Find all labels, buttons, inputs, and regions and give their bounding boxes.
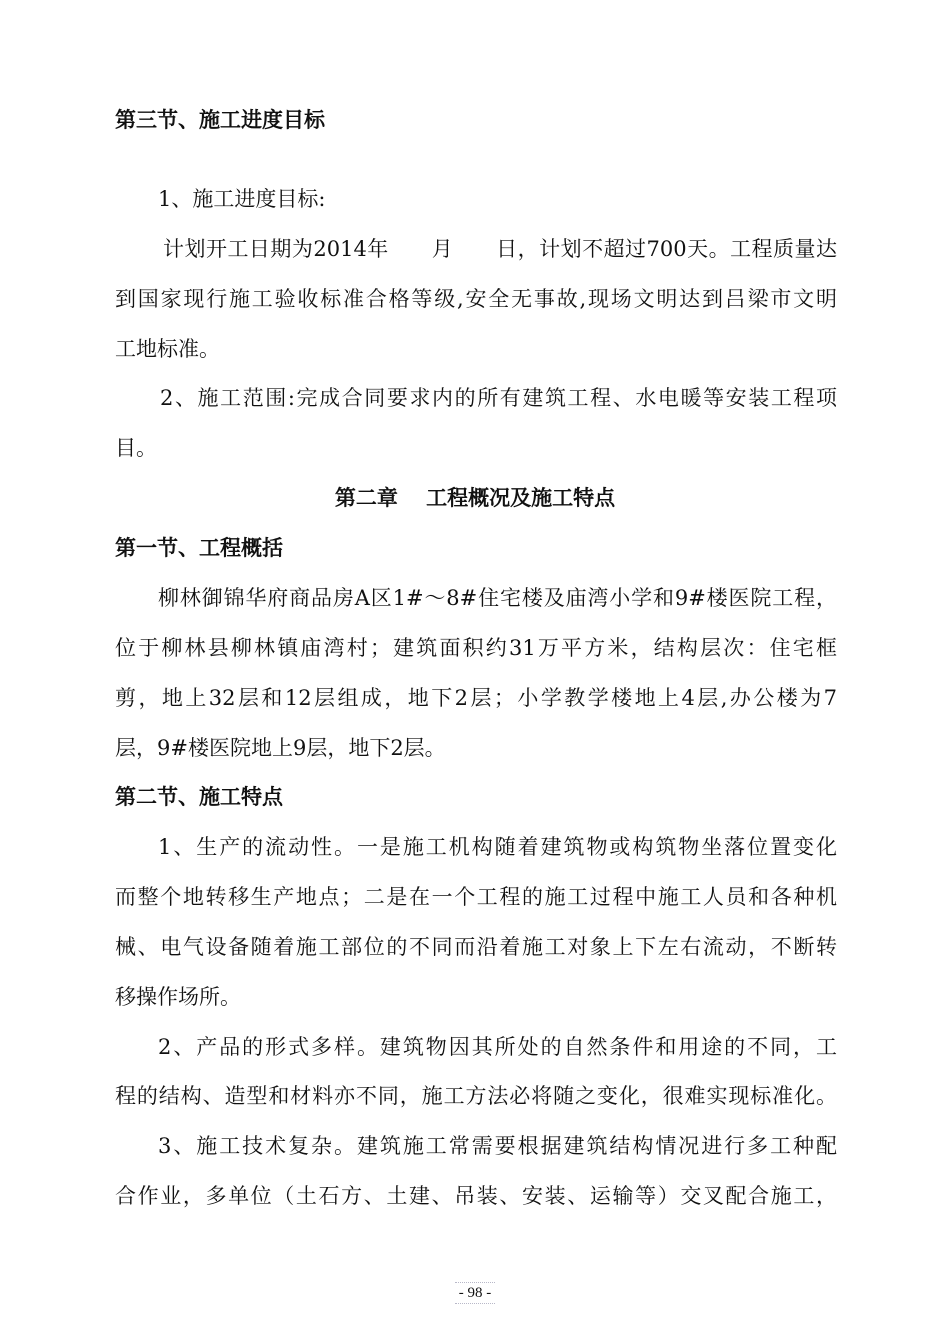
item1-body-line-3: 工地标准。 xyxy=(115,337,220,361)
item1-body-line-1: 计划开工日期为2014年 月 日，计划不超过700天。工程质量达 xyxy=(163,237,837,261)
item2-body-line-1: 2、施工范围:完成合同要求内的所有建筑工程、水电暖等安装工程项 xyxy=(160,386,837,410)
section1-body-line-3: 剪，地上32层和12层组成，地下2层；小学教学楼地上4层,办公楼为7 xyxy=(115,686,837,710)
section1-heading: 第一节、工程概括 xyxy=(115,536,283,560)
page-number-label: - 98 - xyxy=(455,1282,496,1304)
feature3-line-2: 合作业，多单位（土石方、土建、吊装、安装、运输等）交叉配合施工， xyxy=(115,1184,837,1208)
section1-body-line-4: 层，9#楼医院地上9层，地下2层。 xyxy=(115,736,446,760)
feature2-line-1: 2、产品的形式多样。建筑物因其所处的自然条件和用途的不同，工 xyxy=(158,1035,837,1059)
section1-body-line-2: 位于柳林县柳林镇庙湾村；建筑面积约31万平方米，结构层次：住宅框 xyxy=(115,636,837,660)
feature1-line-3: 械、电气设备随着施工部位的不同而沿着施工对象上下左右流动，不断转 xyxy=(115,935,837,959)
feature2-line-2: 程的结构、造型和材料亦不同，施工方法必将随之变化，很难实现标准化。 xyxy=(115,1084,837,1108)
feature1-line-1: 1、生产的流动性。一是施工机构随着建筑物或构筑物坐落位置变化 xyxy=(158,835,837,859)
item1-body-line-2: 到国家现行施工验收标准合格等级,安全无事故,现场文明达到吕梁市文明 xyxy=(115,287,837,311)
feature1-line-2: 而整个地转移生产地点；二是在一个工程的施工过程中施工人员和各种机 xyxy=(115,885,837,909)
item2-body-line-2: 目。 xyxy=(115,436,157,460)
feature1-line-4: 移操作场所。 xyxy=(115,985,241,1009)
section2-heading: 第二节、施工特点 xyxy=(115,785,283,809)
page-number xyxy=(0,1282,950,1304)
chapter2-title: 第二章 工程概况及施工特点 xyxy=(334,486,616,510)
section3-heading: 第三节、施工进度目标 xyxy=(115,108,325,132)
feature3-line-1: 3、施工技术复杂。建筑施工常需要根据建筑结构情况进行多工种配 xyxy=(158,1134,837,1158)
section1-body-line-1: 柳林御锦华府商品房A区1#～8#住宅楼及庙湾小学和9#楼医院工程， xyxy=(158,586,837,610)
item1-title: 1、施工进度目标: xyxy=(158,187,326,211)
